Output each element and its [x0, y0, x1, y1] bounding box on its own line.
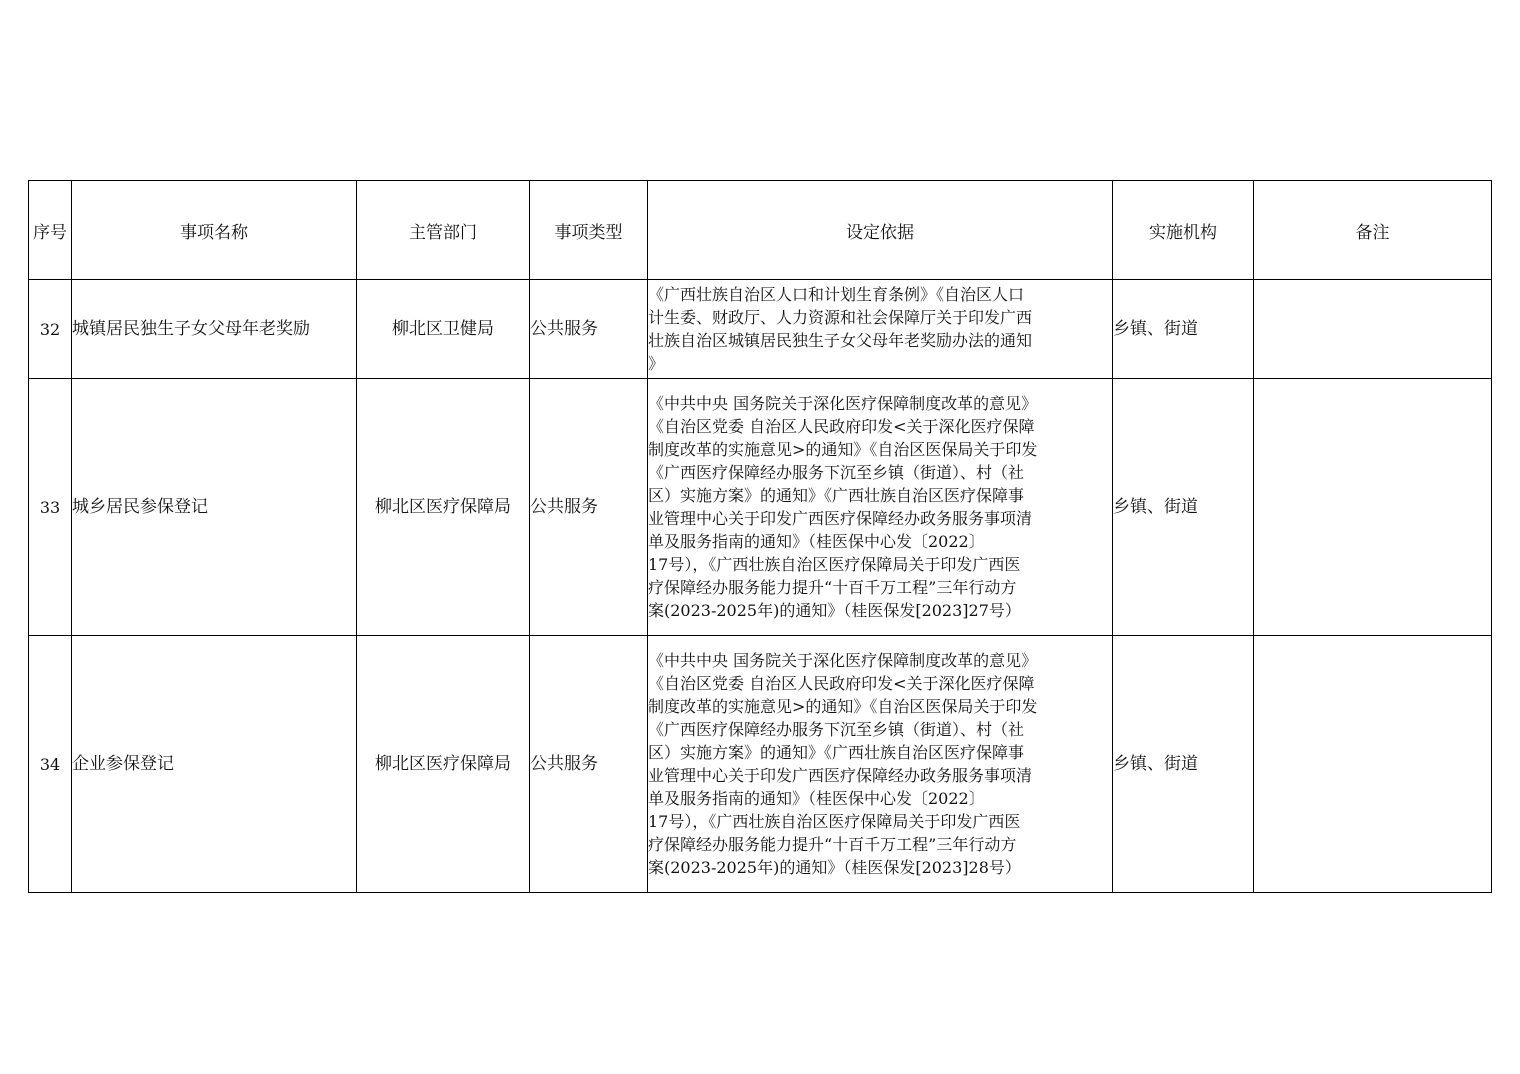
basis-line: 疗保障经办服务能力提升“十百千万工程”三年行动方: [648, 578, 1017, 597]
row-item-type: 公共服务: [530, 379, 648, 636]
row-item-name: 城镇居民独生子女父母年老奖励: [72, 280, 357, 379]
row-remark: [1254, 636, 1492, 893]
row-item-type: 公共服务: [530, 280, 648, 379]
row-index: 34: [29, 636, 72, 893]
row-agency: 乡镇、街道: [1113, 636, 1254, 893]
basis-line: 单及服务指南的通知》（桂医保中心发〔2022〕: [648, 532, 985, 551]
header-item-name: 事项名称: [72, 181, 357, 280]
row-department: 柳北区卫健局: [357, 280, 530, 379]
table-row: [29, 636, 1492, 893]
basis-line: 案(2023-2025年)的通知》（桂医保发[2023]28号）: [648, 858, 1021, 877]
basis-line: 《自治区党委 自治区人民政府印发<关于深化医疗保障: [648, 417, 1035, 436]
header-remark: 备注: [1254, 181, 1492, 280]
basis-line: 《广西医疗保障经办服务下沉至乡镇（街道）、村（社: [648, 463, 1025, 482]
basis-line: 区）实施方案》的通知》《广西壮族自治区医疗保障事: [648, 743, 1025, 762]
row-department: 柳北区医疗保障局: [357, 636, 530, 893]
table-row: [29, 280, 1492, 379]
header-basis: 设定依据: [648, 181, 1113, 280]
header-department: 主管部门: [357, 181, 530, 280]
row-index: 33: [29, 379, 72, 636]
basis-line: 《中共中央 国务院关于深化医疗保障制度改革的意见》: [648, 651, 1038, 670]
basis-line: 制度改革的实施意见>的通知》《自治区医保局关于印发: [648, 440, 1038, 459]
basis-line: 业管理中心关于印发广西医疗保障经办政务服务事项清: [648, 766, 1033, 785]
basis-line: 制度改革的实施意见>的通知》《自治区医保局关于印发: [648, 697, 1038, 716]
header-row: [29, 181, 1492, 280]
table-row: [29, 379, 1492, 636]
header-item-type: 事项类型: [530, 181, 648, 280]
basis-line: 疗保障经办服务能力提升“十百千万工程”三年行动方: [648, 835, 1017, 854]
header-agency: 实施机构: [1113, 181, 1254, 280]
basis-line: 案(2023-2025年)的通知》（桂医保发[2023]27号）: [648, 601, 1021, 620]
row-remark: [1254, 280, 1492, 379]
basis-line: 17号），《广西壮族自治区医疗保障局关于印发广西医: [648, 812, 1021, 831]
row-item-name: 企业参保登记: [72, 636, 357, 893]
basis-line: 单及服务指南的通知》（桂医保中心发〔2022〕: [648, 789, 985, 808]
row-agency: 乡镇、街道: [1113, 280, 1254, 379]
row-remark: [1254, 379, 1492, 636]
service-items-table: [28, 180, 1492, 893]
basis-line: 区）实施方案》的通知》《广西壮族自治区医疗保障事: [648, 486, 1025, 505]
basis-line: 业管理中心关于印发广西医疗保障经办政务服务事项清: [648, 509, 1033, 528]
basis-line: 17号），《广西壮族自治区医疗保障局关于印发广西医: [648, 555, 1021, 574]
row-agency: 乡镇、街道: [1113, 379, 1254, 636]
row-basis: [648, 636, 1113, 893]
row-department: 柳北区医疗保障局: [357, 379, 530, 636]
basis-line: 《广西医疗保障经办服务下沉至乡镇（街道）、村（社: [648, 720, 1025, 739]
header-index: 序号: [29, 181, 72, 280]
basis-line: 《中共中央 国务院关于深化医疗保障制度改革的意见》: [648, 394, 1038, 413]
basis-line: 》: [648, 354, 665, 373]
row-basis: [648, 280, 1113, 379]
row-item-type: 公共服务: [530, 636, 648, 893]
row-basis: [648, 379, 1113, 636]
row-item-name: 城乡居民参保登记: [72, 379, 357, 636]
basis-line: 《广西壮族自治区人口和计划生育条例》《自治区人口: [648, 285, 1025, 304]
basis-line: 《自治区党委 自治区人民政府印发<关于深化医疗保障: [648, 674, 1035, 693]
row-index: 32: [29, 280, 72, 379]
basis-line: 计生委、财政厅、人力资源和社会保障厅关于印发广西: [648, 308, 1033, 327]
basis-line: 壮族自治区城镇居民独生子女父母年老奖励办法的通知: [648, 331, 1033, 350]
